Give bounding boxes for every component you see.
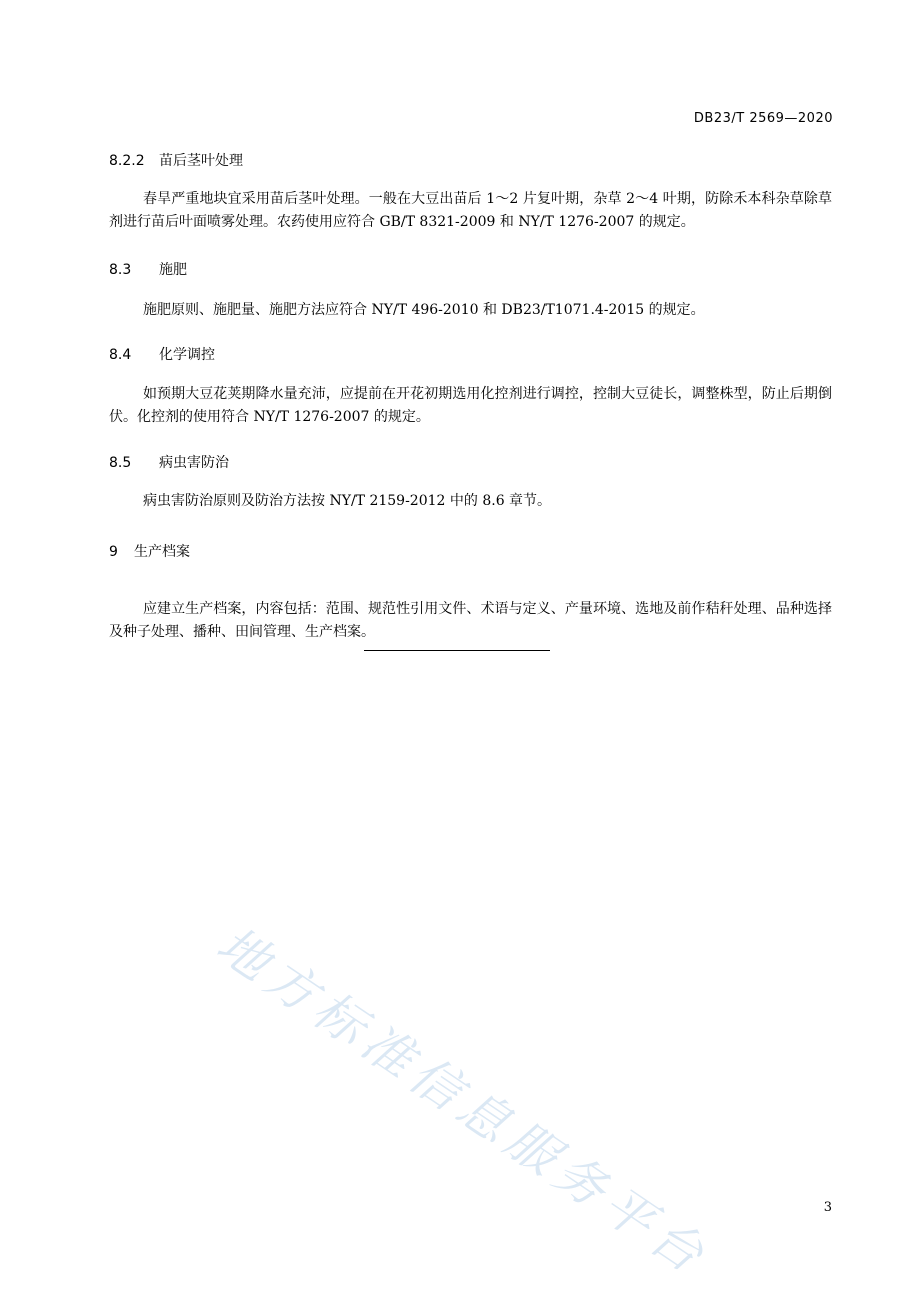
section-paragraph-8-4: 如预期大豆花荚期降水量充沛，应提前在开花初期选用化控剂进行调控，控制大豆徒长，调整株型，防止后期倒伏。化控剂的使用符合 NY/T 1276-2007 的规定。 (109, 386, 832, 425)
section-heading-9 (109, 541, 190, 561)
section-title: 病虫害防治 (159, 455, 229, 471)
page-number: 3 (823, 1200, 832, 1215)
section-heading-8-2-2 (109, 150, 243, 170)
section-heading-8-3 (109, 259, 187, 279)
section-heading-8-5 (109, 452, 229, 472)
section-paragraph-8-3: 施肥原则、施肥量、施肥方法应符合 NY/T 496-2010 和 DB23/T1071.4-2015 的规定。 (143, 302, 705, 318)
section-number: 8.5 (109, 455, 132, 471)
end-of-document-rule (364, 650, 550, 651)
section-number: 8.3 (109, 262, 132, 278)
section-paragraph-9: 应建立生产档案，内容包括：范围、规范性引用文件、术语与定义、产量环境、选地及前作秸秆处理、品种选择及种子处理、播种、田间管理、生产档案。 (109, 601, 832, 640)
section-title: 化学调控 (159, 347, 215, 363)
watermark-text: 地方标准信息服务平台 (206, 915, 720, 1288)
document-code-header: DB23/T 2569—2020 (693, 111, 833, 126)
section-number: 8.2.2 (109, 153, 145, 169)
section-paragraph-8-5: 病虫害防治原则及防治方法按 NY/T 2159-2012 中的 8.6 章节。 (143, 493, 552, 509)
section-title: 施肥 (159, 262, 187, 278)
section-title: 苗后茎叶处理 (159, 153, 243, 169)
section-number: 9 (109, 544, 118, 560)
section-paragraph-8-2-2: 春旱严重地块宜采用苗后茎叶处理。一般在大豆出苗后 1～2 片复叶期，杂草 2～4 叶期，防除禾本科杂草除草剂进行苗后叶面喷雾处理。农药使用应符合 GB/T 8321-2009 和 NY/T 1276-2007 的规定。 (109, 191, 832, 230)
section-heading-8-4 (109, 344, 215, 364)
section-title: 生产档案 (134, 544, 190, 560)
section-number: 8.4 (109, 347, 132, 363)
